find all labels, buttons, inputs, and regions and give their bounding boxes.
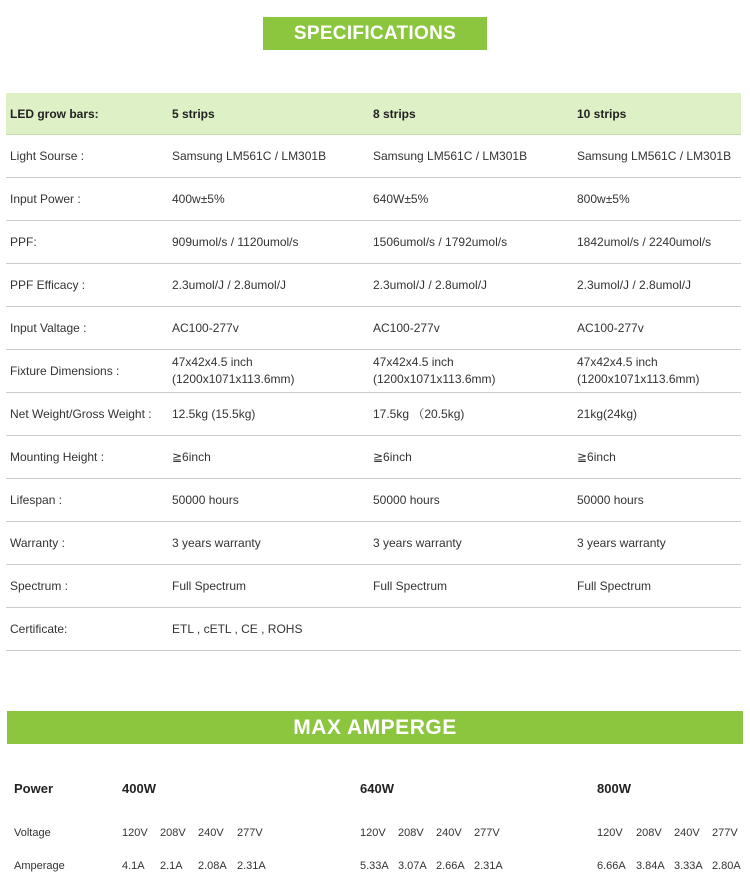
table-row (6, 307, 741, 350)
table-cell (168, 221, 369, 264)
table-row (6, 350, 741, 393)
cell-line: ≧6inch (373, 449, 412, 464)
cell-line: 640W±5% (373, 191, 429, 206)
cell-line: 3 years warranty (172, 535, 261, 550)
table-cell (168, 436, 369, 479)
specifications-table (6, 93, 741, 651)
table-row (6, 479, 741, 522)
cell-line: 1506umol/s / 1792umol/s (373, 234, 508, 249)
voltage-value: 120V (597, 827, 623, 839)
table-cell (168, 135, 369, 178)
cell-line: 17.5kg （20.5kg) (373, 406, 465, 421)
row-label: Warranty : (6, 522, 168, 565)
table-cell (573, 264, 741, 307)
voltage-value: 208V (160, 827, 186, 839)
cell-line: Full Spectrum (577, 578, 652, 593)
table-cell (573, 221, 741, 264)
table-cell (573, 178, 741, 221)
power-value: 400W (122, 781, 156, 796)
cell-line: Samsung LM561C / LM301B (373, 148, 528, 163)
table-cell (573, 479, 741, 522)
table-cell (369, 135, 573, 178)
cell-line: 3 years warranty (577, 535, 666, 550)
table-cell (369, 264, 573, 307)
table-cell (168, 178, 369, 221)
table-cell (573, 522, 741, 565)
table-cell (573, 135, 741, 178)
table-cell (369, 479, 573, 522)
cell-line: 800w±5% (577, 191, 630, 206)
cell-line: 2.3umol/J / 2.8umol/J (172, 277, 287, 292)
cell-line: Full Spectrum (172, 578, 247, 593)
cell-line: ETL , cETL , CE , ROHS (172, 621, 303, 636)
voltage-value: 208V (398, 827, 424, 839)
cell-line: Samsung LM561C / LM301B (577, 148, 732, 163)
voltage-value: 277V (712, 827, 738, 839)
amperage-value: 4.1A (122, 860, 145, 872)
cell-line: AC100-277v (577, 320, 644, 335)
header-led-grow-bars: LED grow bars: (6, 93, 168, 135)
cell-line: 1842umol/s / 2240umol/s (577, 234, 712, 249)
table-cell (369, 307, 573, 350)
amperage-label: Amperage (14, 860, 65, 872)
voltage-value: 240V (674, 827, 700, 839)
table-cell (369, 221, 573, 264)
table-cell (573, 393, 741, 436)
cell-line: 47x42x4.5 inch (373, 355, 454, 369)
row-label: Mounting Height : (6, 436, 168, 479)
cell-line: 3 years warranty (373, 535, 462, 550)
voltage-value: 240V (436, 827, 462, 839)
amperage-value: 3.84A (636, 860, 665, 872)
amperage-value: 3.07A (398, 860, 427, 872)
table-row (6, 565, 741, 608)
max-amperage-table (0, 760, 750, 885)
table-row (6, 135, 741, 178)
table-cell (168, 479, 369, 522)
voltage-label: Voltage (14, 827, 51, 839)
table-cell (168, 307, 369, 350)
table-cell (369, 608, 573, 651)
cell-line: Samsung LM561C / LM301B (172, 148, 327, 163)
row-label: Net Weight/Gross Weight : (6, 393, 168, 436)
amperage-value: 2.80A (712, 860, 741, 872)
row-label: PPF Efficacy : (6, 264, 168, 307)
amperage-value: 2.31A (237, 860, 266, 872)
table-cell (168, 565, 369, 608)
cell-line: 909umol/s / 1120umol/s (172, 234, 299, 249)
table-cell (168, 264, 369, 307)
table-cell (369, 393, 573, 436)
row-label: PPF: (6, 221, 168, 264)
cell-line: AC100-277v (172, 320, 239, 335)
cell-line: Full Spectrum (373, 578, 448, 593)
row-label: Light Sourse : (6, 135, 168, 178)
table-cell (573, 565, 741, 608)
row-label: Certificate: (6, 608, 168, 651)
cell-line: ≧6inch (172, 449, 211, 464)
table-cell (573, 307, 741, 350)
cell-line: 50000 hours (373, 492, 440, 507)
row-label: Spectrum : (6, 565, 168, 608)
cell-line: 2.3umol/J / 2.8umol/J (373, 277, 488, 292)
table-cell (369, 436, 573, 479)
cell-line: 12.5kg (15.5kg) (172, 406, 256, 421)
header-8-strips: 8 strips (369, 93, 573, 135)
table-cell (573, 350, 741, 393)
table-row (6, 393, 741, 436)
cell-line: 50000 hours (577, 492, 644, 507)
amperage-value: 6.66A (597, 860, 626, 872)
table-header-row (6, 93, 741, 135)
table-row (6, 264, 741, 307)
voltage-value: 277V (474, 827, 500, 839)
power-label: Power (14, 781, 54, 796)
cell-line: 2.3umol/J / 2.8umol/J (577, 277, 692, 292)
cell-line: (1200x1071x113.6mm) (172, 372, 295, 386)
table-cell (168, 350, 369, 393)
amperage-value: 3.33A (674, 860, 703, 872)
voltage-value: 120V (122, 827, 148, 839)
cell-line: 400w±5% (172, 191, 225, 206)
table-cell (573, 608, 741, 651)
table-cell (168, 608, 369, 651)
amperage-value: 2.08A (198, 860, 227, 872)
table-row (6, 608, 741, 651)
header-10-strips: 10 strips (573, 93, 741, 135)
table-cell (369, 178, 573, 221)
amperage-value: 5.33A (360, 860, 389, 872)
voltage-value: 208V (636, 827, 662, 839)
cell-line: 50000 hours (172, 492, 239, 507)
row-label: Fixture Dimensions : (6, 350, 168, 393)
table-row (6, 522, 741, 565)
table-cell (369, 565, 573, 608)
table-row (6, 221, 741, 264)
header-5-strips: 5 strips (168, 93, 369, 135)
table-cell (369, 522, 573, 565)
table-cell (573, 436, 741, 479)
amperage-value: 2.66A (436, 860, 465, 872)
power-value: 800W (597, 781, 631, 796)
cell-line: ≧6inch (577, 449, 616, 464)
cell-line: 47x42x4.5 inch (577, 355, 658, 369)
table-row (6, 436, 741, 479)
table-cell (168, 393, 369, 436)
row-label: Input Power : (6, 178, 168, 221)
cell-line: AC100-277v (373, 320, 440, 335)
table-row (6, 178, 741, 221)
voltage-value: 240V (198, 827, 224, 839)
power-value: 640W (360, 781, 394, 796)
cell-line: 21kg(24kg) (577, 406, 638, 421)
cell-line: (1200x1071x113.6mm) (577, 372, 700, 386)
amperage-value: 2.31A (474, 860, 503, 872)
cell-line: (1200x1071x113.6mm) (373, 372, 496, 386)
max-amperage-title: MAX AMPERGE (7, 711, 743, 744)
cell-line: 47x42x4.5 inch (172, 355, 253, 369)
voltage-value: 277V (237, 827, 263, 839)
voltage-value: 120V (360, 827, 386, 839)
table-cell (168, 522, 369, 565)
specifications-title: SPECIFICATIONS (263, 17, 487, 50)
table-cell (369, 350, 573, 393)
row-label: Lifespan : (6, 479, 168, 522)
row-label: Input Valtage : (6, 307, 168, 350)
amperage-value: 2.1A (160, 860, 183, 872)
